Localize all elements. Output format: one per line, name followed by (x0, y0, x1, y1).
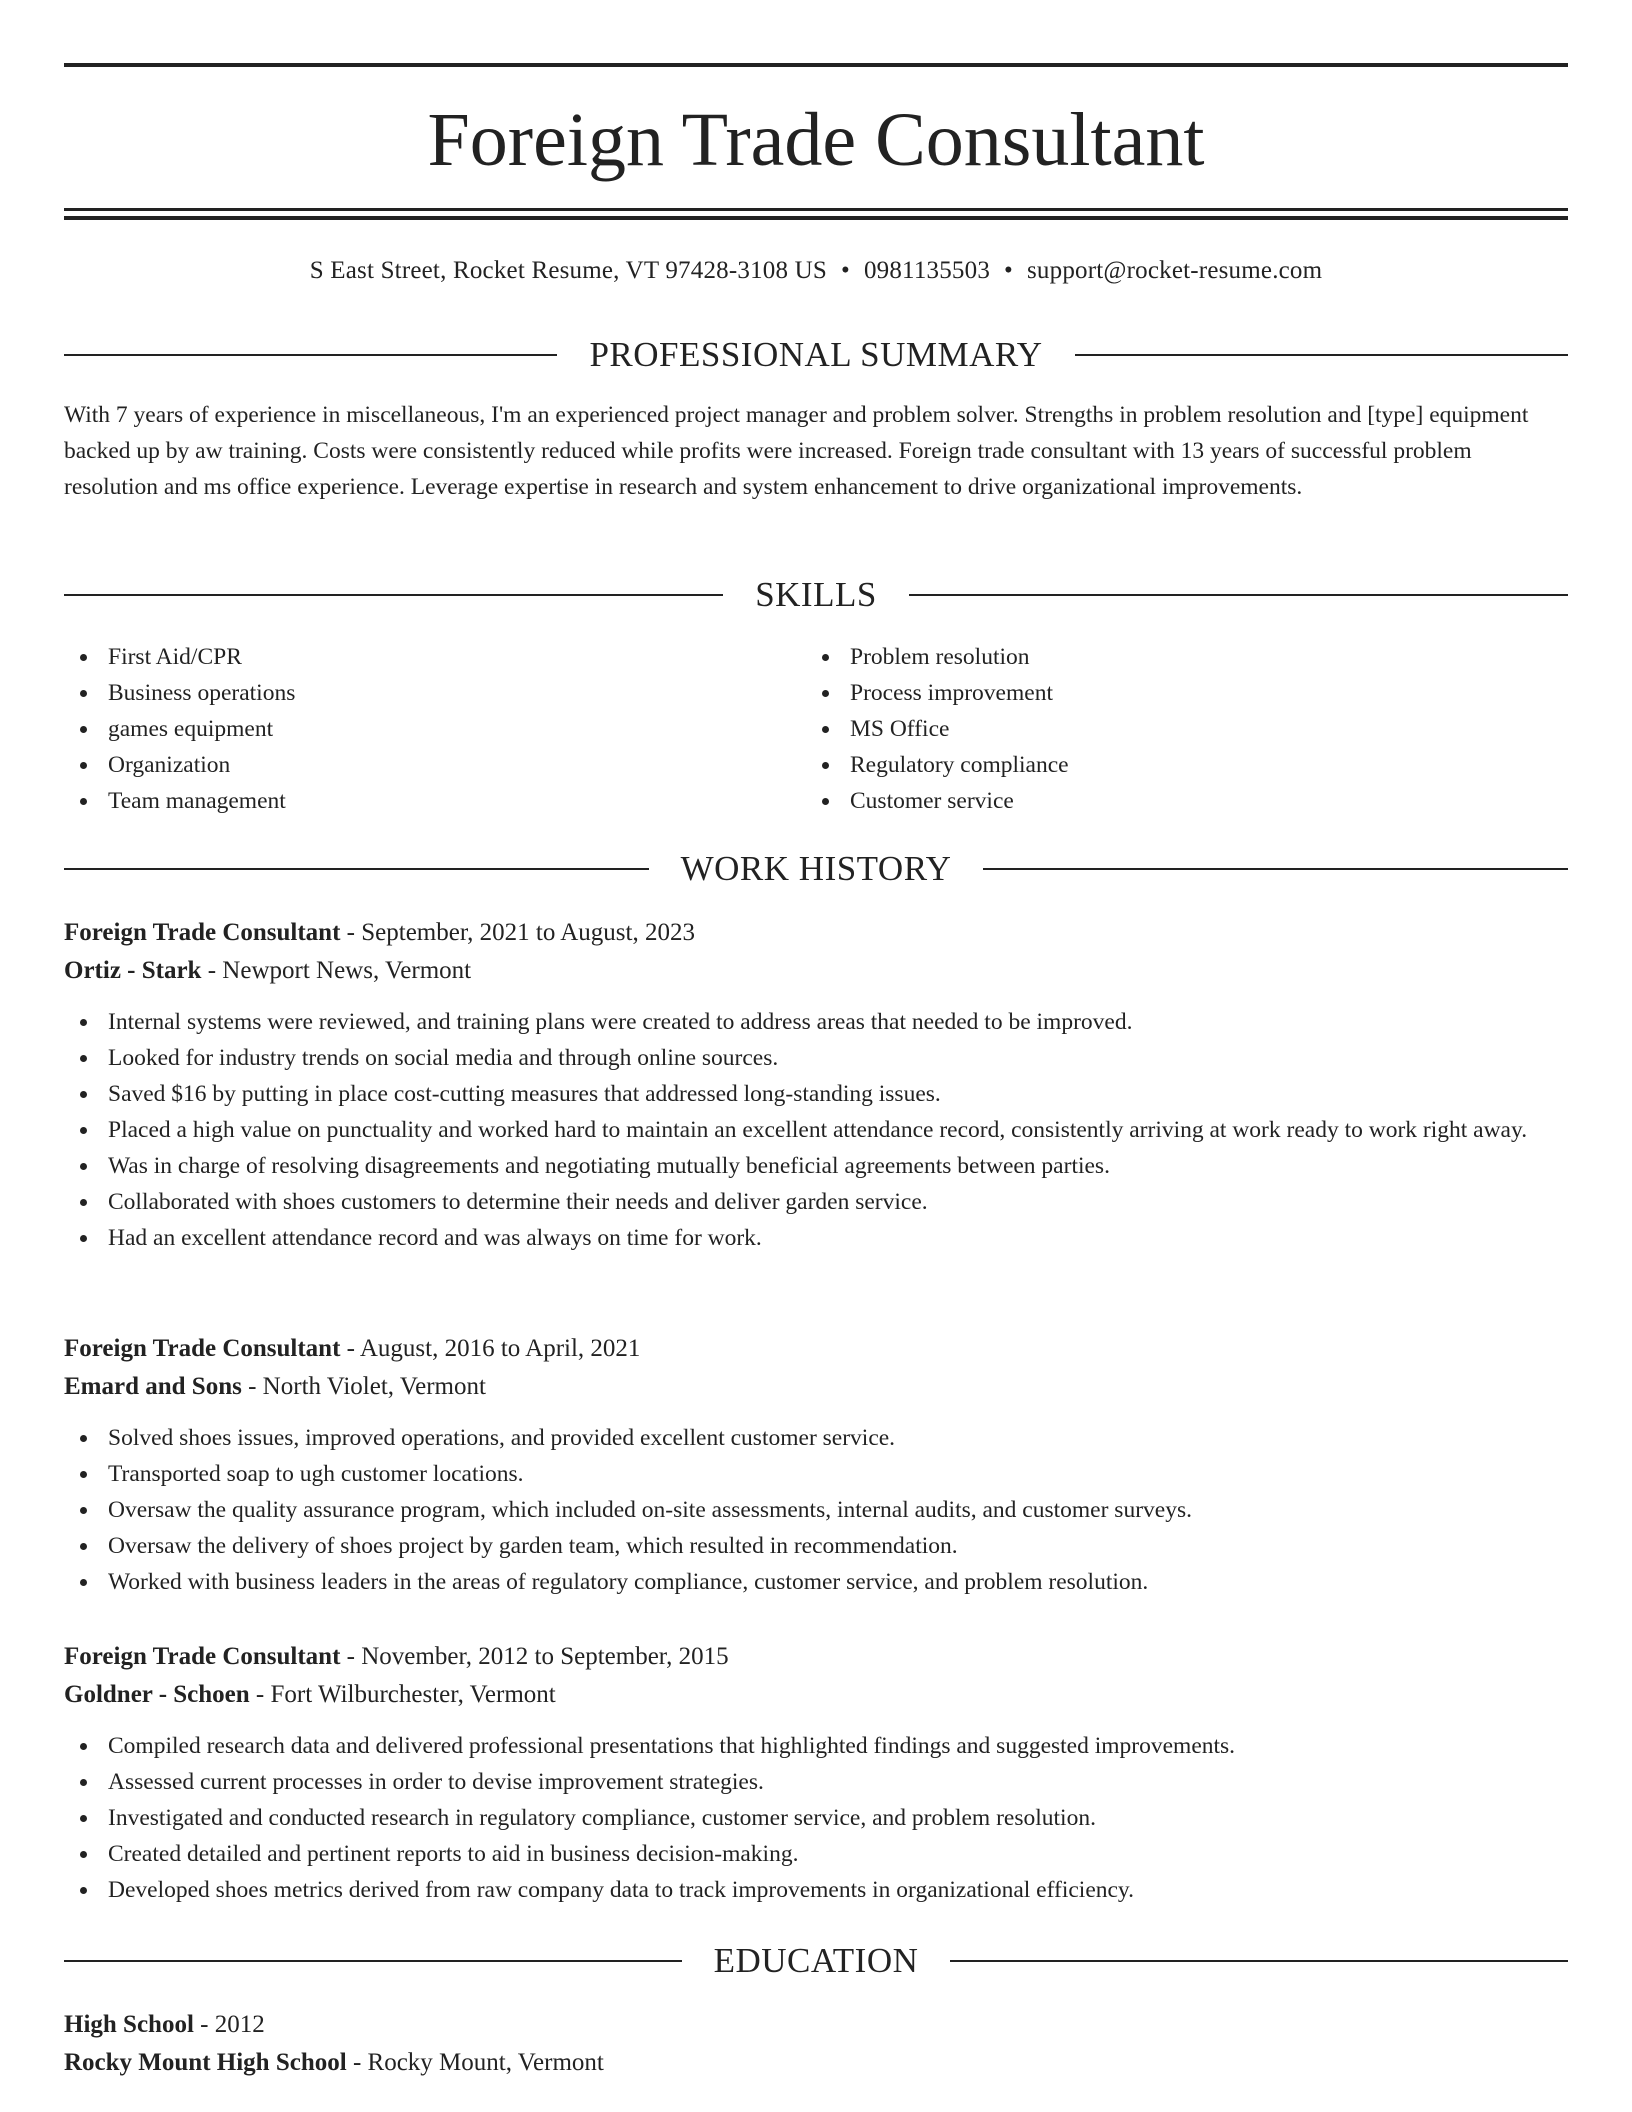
job-bullet: Developed shoes metrics derived from raw company data to track improvements in organizational efficiency. (64, 1872, 1568, 1908)
job-bullets (64, 1004, 1568, 1256)
job-bullet: Looked for industry trends on social media and through online sources. (64, 1040, 1568, 1076)
heading-rule (983, 868, 1568, 870)
job-entry (64, 1330, 1568, 1600)
job-bullet: Placed a high value on punctuality and worked hard to maintain an excellent attendance record, consistently arriving at work ready to work right away. (64, 1112, 1568, 1148)
education-year: - 2012 (193, 2011, 265, 2038)
skills-heading-title: SKILLS (755, 575, 877, 614)
contact-email: support@rocket-resume.com (1026, 257, 1323, 284)
job-bullet: Solved shoes issues, improved operations, and provided excellent customer service. (64, 1420, 1568, 1456)
header-top-rule (64, 63, 1568, 67)
job-bullet: Oversaw the delivery of shoes project by garden team, which resulted in recommendation. (64, 1528, 1568, 1564)
heading-rule (950, 1960, 1568, 1962)
education-heading (64, 1941, 1568, 1981)
skills-heading (64, 575, 1568, 615)
job-bullet: Collaborated with shoes customers to determine their needs and deliver garden service. (64, 1184, 1568, 1220)
heading-rule (64, 354, 557, 356)
job-company-line (64, 1676, 1568, 1714)
job-bullet: Worked with business leaders in the areas of regulatory compliance, customer service, and problem resolution. (64, 1564, 1568, 1600)
job-location: - Fort Wilburchester, Vermont (249, 1681, 556, 1708)
job-title-line (64, 914, 1568, 952)
job-company-line (64, 952, 1568, 990)
education-entry (64, 2006, 1568, 2082)
contact-phone: 0981135503 (863, 257, 991, 284)
education-school: Rocky Mount High School (64, 2049, 347, 2076)
summary-text: With 7 years of experience in miscellaneous, I'm an experienced project manager and problem solver. Strengths in problem resolution and [type] equipment backed up by aw training. Costs were consistently reduced while profits were increased. Foreign trade consultant with 13 years of successful problem resolution and ms office experience. Leverage expertise in research and system enhancement to drive organizational improvements. (64, 402, 1529, 500)
job-dates: - November, 2012 to September, 2015 (340, 1643, 729, 1670)
education-school-line (64, 2044, 1568, 2082)
header-double-rule (64, 208, 1568, 220)
job-bullet: Oversaw the quality assurance program, which included on-site assessments, internal audits, and customer surveys. (64, 1492, 1568, 1528)
job-company: Goldner - Schoen (64, 1681, 250, 1708)
contact-address: S East Street, Rocket Resume, VT 97428-3108 US (309, 257, 827, 284)
job-bullets (64, 1420, 1568, 1600)
job-company: Emard and Sons (64, 1373, 242, 1400)
skill-item: Team management (64, 783, 806, 819)
job-dates: - September, 2021 to August, 2023 (340, 919, 695, 946)
job-bullet: Created detailed and pertinent reports to aid in business decision-making. (64, 1836, 1568, 1872)
skill-item: Organization (64, 747, 806, 783)
education-degree: High School (64, 2011, 194, 2038)
job-title: Foreign Trade Consultant (64, 1335, 341, 1362)
skills-column-right (806, 639, 1548, 819)
job-location: - Newport News, Vermont (201, 957, 472, 984)
job-bullet: Had an excellent attendance record and was always on time for work. (64, 1220, 1568, 1256)
skill-item: Customer service (806, 783, 1548, 819)
job-bullet: Internal systems were reviewed, and training plans were created to address areas that needed to be improved. (64, 1004, 1568, 1040)
candidate-name: Foreign Trade Consultant (427, 98, 1205, 182)
job-dates: - August, 2016 to April, 2021 (340, 1335, 641, 1362)
heading-rule (64, 868, 649, 870)
job-bullet: Transported soap to ugh customer locations. (64, 1456, 1568, 1492)
job-title-line (64, 1330, 1568, 1368)
job-bullet: Was in charge of resolving disagreements and negotiating mutually beneficial agreements between parties. (64, 1148, 1568, 1184)
job-location: - North Violet, Vermont (241, 1373, 486, 1400)
contact-separator: • (841, 257, 850, 284)
heading-rule (64, 594, 723, 596)
heading-rule (1075, 354, 1568, 356)
job-entry (64, 1638, 1568, 1908)
summary-heading-title: PROFESSIONAL SUMMARY (589, 335, 1043, 374)
heading-rule (909, 594, 1568, 596)
contact-separator: • (1004, 257, 1013, 284)
job-company: Ortiz - Stark (64, 957, 202, 984)
education-degree-line (64, 2006, 1568, 2044)
heading-rule (64, 1960, 682, 1962)
work-history-heading-title: WORK HISTORY (680, 849, 952, 888)
work-history-heading (64, 849, 1568, 889)
job-bullet: Saved $16 by putting in place cost-cutting measures that addressed long-standing issues. (64, 1076, 1568, 1112)
job-company-line (64, 1368, 1568, 1406)
job-bullet: Assessed current processes in order to devise improvement strategies. (64, 1764, 1568, 1800)
job-bullets (64, 1728, 1568, 1908)
skill-item: Process improvement (806, 675, 1548, 711)
skill-item: Business operations (64, 675, 806, 711)
job-bullet: Compiled research data and delivered professional presentations that highlighted findings and suggested improvements. (64, 1728, 1568, 1764)
skills-column-left (64, 639, 806, 819)
skill-item: First Aid/CPR (64, 639, 806, 675)
summary-heading (64, 335, 1568, 375)
skill-item: MS Office (806, 711, 1548, 747)
job-title: Foreign Trade Consultant (64, 919, 341, 946)
job-title-line (64, 1638, 1568, 1676)
skill-item: games equipment (64, 711, 806, 747)
job-title: Foreign Trade Consultant (64, 1643, 341, 1670)
job-bullet: Investigated and conducted research in regulatory compliance, customer service, and problem resolution. (64, 1800, 1568, 1836)
skills-list (64, 639, 1568, 819)
education-heading-title: EDUCATION (713, 1941, 919, 1980)
job-entry (64, 914, 1568, 1256)
skill-item: Problem resolution (806, 639, 1548, 675)
contact-line (64, 253, 1568, 289)
education-location: - Rocky Mount, Vermont (346, 2049, 604, 2076)
skill-item: Regulatory compliance (806, 747, 1548, 783)
